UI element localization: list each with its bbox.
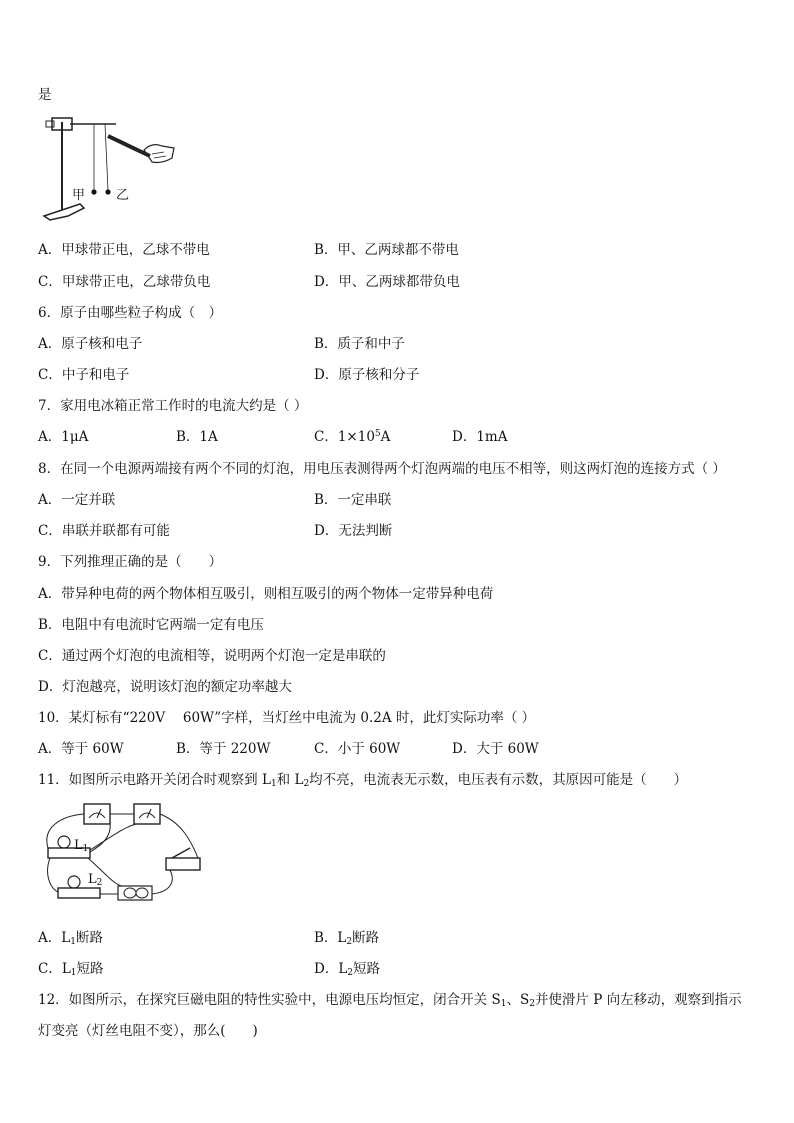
q11-stem	[38, 768, 687, 789]
q11-stem-mid: 和 L	[276, 772, 304, 788]
q11-figure-circuit	[40, 798, 210, 912]
q10-stem: 10．某灯标有“220V 60W”字样，当灯丝中电流为 0.2A 时，此灯实际功率（ ）	[38, 710, 536, 726]
q9-option-d[interactable]: D．灯泡越亮，说明该灯泡的额定功率越大	[38, 679, 292, 695]
q10-option-b[interactable]: B．等于 220W	[176, 741, 271, 757]
q7-stem: 7．家用电冰箱正常工作时的电流大约是（ ）	[38, 398, 308, 414]
q7-option-c-base: C．1×10	[314, 429, 375, 445]
q11-option-c[interactable]	[38, 957, 104, 978]
q11-figure-label-l1	[74, 838, 88, 854]
q12-stem-line2: 灯变亮（灯丝电阻不变），那么( )	[38, 1023, 258, 1039]
q11-figure-label-l2-text: L	[88, 872, 97, 887]
q9-option-a[interactable]: A．带异种电荷的两个物体相互吸引，则相互吸引的两个物体一定带异种电荷	[38, 586, 494, 602]
q10-option-a[interactable]: A．等于 60W	[38, 741, 124, 757]
q12-stem-mid: 、S	[506, 992, 530, 1008]
q5-figure-label-right: 乙	[116, 188, 130, 203]
q7-option-c-unit: A	[380, 429, 391, 445]
q11-option-c-pre: C．L	[38, 961, 71, 977]
q12-stem-post: 并使滑片 P 向左移动，观察到指示	[534, 992, 742, 1008]
q11-stem-sub2: 2	[303, 779, 310, 789]
q6-option-c[interactable]: C．中子和电子	[38, 367, 130, 383]
q7-option-d[interactable]: D．1mA	[452, 429, 508, 445]
q11-figure-label-l1-sub: 1	[82, 844, 89, 854]
q10-option-d[interactable]: D．大于 60W	[452, 741, 539, 757]
q11-option-c-sub: 1	[70, 968, 77, 978]
q8-stem: 8．在同一个电源两端接有两个不同的灯泡，用电压表测得两个灯泡两端的电压不相等，则这两灯泡的连接方式（ ）	[38, 461, 726, 477]
q5-figure-svg	[40, 112, 180, 224]
q5-option-c[interactable]: C．甲球带正电，乙球带负电	[38, 274, 211, 290]
q11-option-b-sub: 2	[346, 937, 353, 947]
q5-stem-tail: 是	[38, 87, 52, 103]
q11-option-a-sub: 1	[70, 937, 76, 947]
q6-option-d[interactable]: D．原子核和分子	[314, 367, 420, 383]
q11-option-d-sub: 2	[347, 968, 354, 978]
q7-option-c-exponent: 5	[374, 429, 381, 439]
q7-option-a[interactable]: A．1μA	[38, 429, 89, 445]
q11-option-d-post: 短路	[353, 961, 381, 977]
q12-stem-sub1: 1	[500, 999, 507, 1009]
q7-option-b[interactable]: B．1A	[176, 429, 218, 445]
q11-option-b[interactable]	[314, 926, 379, 947]
q11-option-c-post: 短路	[76, 961, 104, 977]
q7-option-c[interactable]	[314, 425, 390, 445]
q11-stem-post: 均不亮，电流表无示数，电压表有示数，其原因可能是（ ）	[309, 772, 688, 788]
q9-stem: 9．下列推理正确的是（ ）	[38, 554, 223, 570]
q8-option-b[interactable]: B．一定串联	[314, 492, 392, 508]
q5-option-a[interactable]: A．甲球带正电，乙球不带电	[38, 242, 210, 258]
q8-option-d[interactable]: D．无法判断	[314, 523, 393, 539]
q11-figure-label-l2	[88, 872, 102, 888]
q8-option-c[interactable]: C．串联并联都有可能	[38, 523, 170, 539]
q11-option-d-pre: D．L	[314, 961, 348, 977]
q5-option-d[interactable]: D．甲、乙两球都带负电	[314, 274, 460, 290]
q11-option-a-pre: A．L	[38, 930, 71, 946]
q11-option-b-pre: B．L	[314, 930, 347, 946]
q9-option-c[interactable]: C．通过两个灯泡的电流相等，说明两个灯泡一定是串联的	[38, 648, 386, 664]
q11-option-a[interactable]	[38, 926, 103, 947]
q11-option-a-post: 断路	[75, 930, 103, 946]
q11-stem-pre: 11．如图所示电路开关闭合时观察到 L	[38, 772, 271, 788]
q6-option-b[interactable]: B．质子和中子	[314, 336, 405, 352]
q11-option-d[interactable]	[314, 957, 380, 978]
q12-stem-line1	[38, 988, 742, 1009]
q11-figure-svg	[40, 798, 210, 912]
q11-figure-label-l2-sub: 2	[96, 878, 103, 888]
q5-figure-suspended-balls	[40, 112, 180, 224]
q5-option-b[interactable]: B．甲、乙两球都不带电	[314, 242, 459, 258]
q11-option-b-post: 断路	[352, 930, 380, 946]
q11-figure-label-l1-text: L	[74, 838, 83, 853]
q9-option-b[interactable]: B．电阻中有电流时它两端一定有电压	[38, 617, 264, 633]
q8-option-a[interactable]: A．一定并联	[38, 492, 116, 508]
q12-stem-pre: 12．如图所示，在探究巨磁电阻的特性实验中，电源电压均恒定，闭合开关 S	[38, 992, 501, 1008]
q11-stem-sub1: 1	[270, 779, 277, 789]
q12-stem-sub2: 2	[529, 999, 535, 1009]
q5-figure-label-left: 甲	[72, 188, 86, 203]
q6-option-a[interactable]: A．原子核和电子	[38, 336, 143, 352]
q10-option-c[interactable]: C．小于 60W	[314, 741, 401, 757]
q6-stem: 6．原子由哪些粒子构成（ ）	[38, 305, 223, 321]
